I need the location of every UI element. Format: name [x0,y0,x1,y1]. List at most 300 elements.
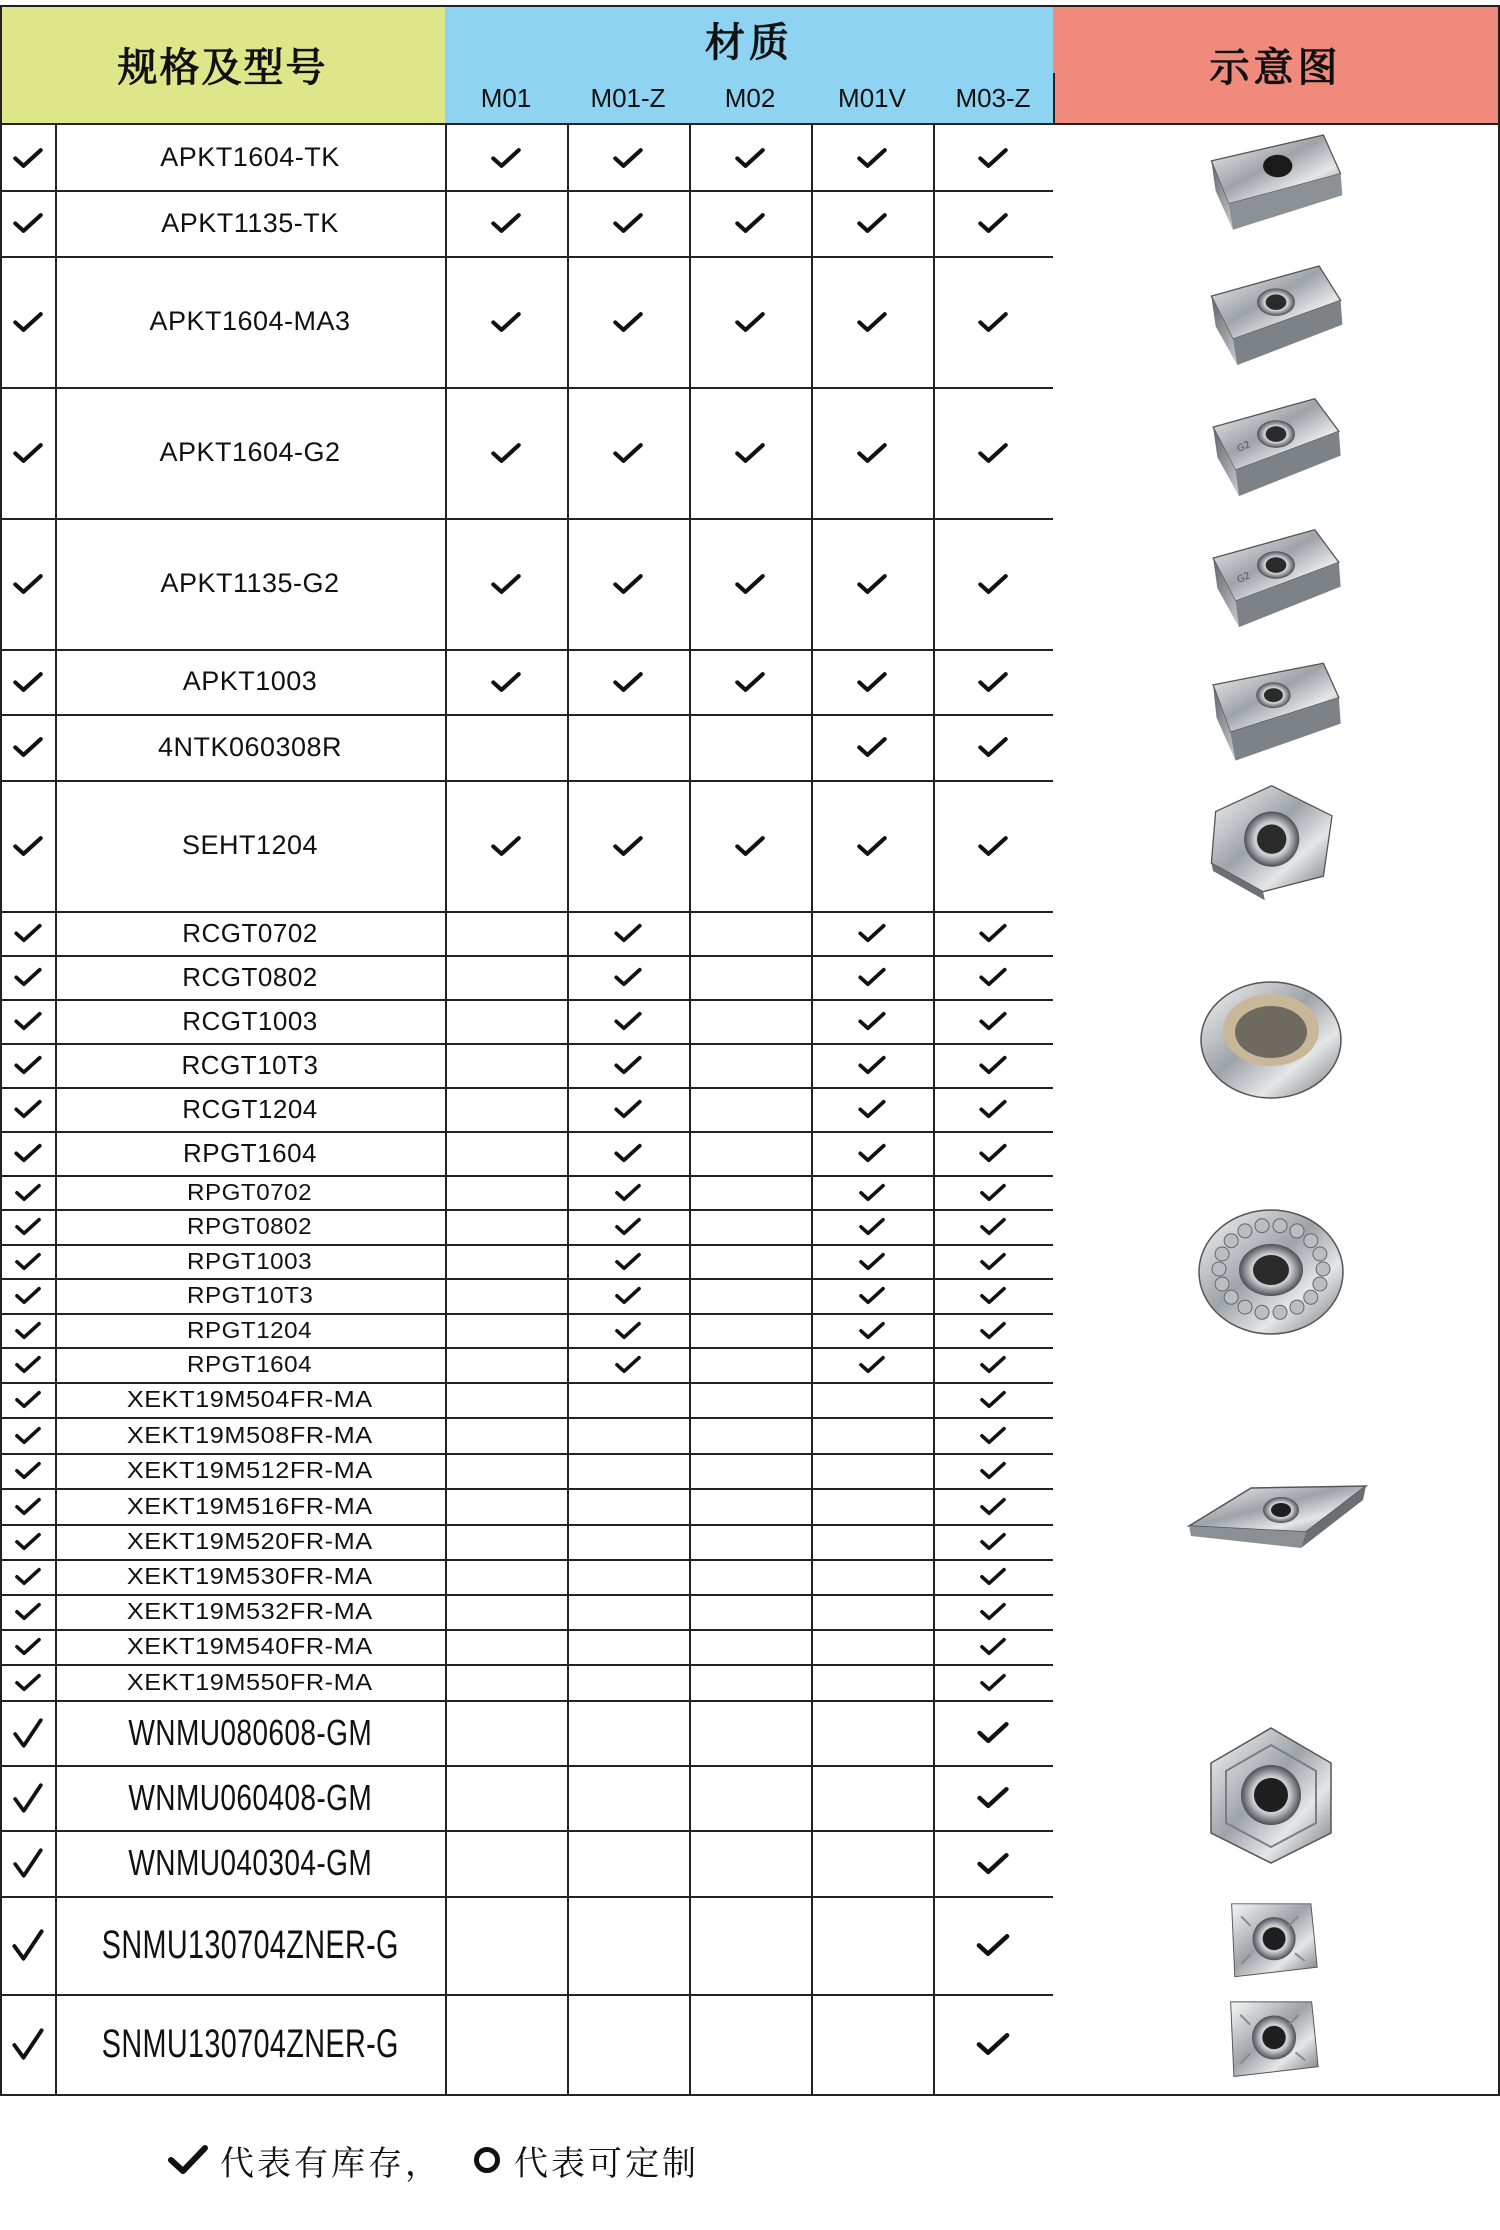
model-name: APKT1135-TK [161,207,339,238]
grade-stock-cell [445,125,569,192]
grade-stock-cell [567,714,691,782]
check-mark-icon [13,147,43,169]
row-stock-indicator [0,999,57,1045]
check-mark-icon [858,1099,886,1119]
model-name-cell [55,780,447,913]
grade-stock-cell [933,1382,1055,1419]
row-stock-indicator [0,1453,57,1490]
check-mark-icon [858,967,886,987]
grade-stock-cell [689,1087,813,1133]
grade-stock-cell [445,1559,569,1596]
check-mark-icon [979,1143,1007,1163]
grade-stock-cell [811,1278,935,1315]
grade-stock-cell [933,1594,1055,1631]
model-name-cell [55,1629,447,1666]
check-mark-icon [15,1637,41,1656]
model-name: RPGT1604 [182,1137,318,1168]
row-stock-indicator [0,1087,57,1133]
check-mark-icon [857,442,887,464]
grade-stock-cell [933,1830,1055,1898]
grade-stock-cell [811,190,935,258]
grade-stock-cell [445,518,569,651]
check-mark-icon [13,212,43,234]
grade-stock-cell [567,1278,691,1315]
check-mark-icon [859,1321,885,1340]
check-mark-icon [491,835,521,857]
check-mark-icon [14,1099,42,1119]
grade-stock-cell [445,387,569,520]
check-mark-icon [613,671,643,693]
row-stock-indicator [0,1524,57,1561]
row-stock-indicator [0,1347,57,1384]
model-name-cell [55,125,447,192]
model-name-cell [55,1830,447,1898]
model-name-cell [55,256,447,389]
check-mark-icon [15,1532,41,1551]
grade-stock-cell [445,1209,569,1246]
grade-stock-cell [689,518,813,651]
row-stock-indicator [0,1131,57,1177]
check-mark-icon [978,147,1008,169]
grade-stock-cell [689,999,813,1045]
check-mark-icon [857,311,887,333]
check-mark-icon [980,1602,1006,1621]
grade-stock-cell [811,1700,935,1767]
check-mark-icon [858,923,886,943]
grade-stock-cell [689,1313,813,1349]
check-mark-icon [980,1567,1006,1586]
check-mark-icon [979,923,1007,943]
grade-stock-cell [811,1347,935,1384]
check-mark-icon [857,147,887,169]
model-name-cell [55,1347,447,1384]
model-name: RCGT0802 [182,961,318,992]
model-name: APKT1604-G2 [159,437,341,467]
check-mark-icon [613,147,643,169]
grade-stock-cell [567,1559,691,1596]
ring-icon [472,2145,502,2175]
grade-stock-cell [567,1830,691,1898]
grade-stock-cell [933,1313,1055,1349]
grade-stock-cell [689,1209,813,1246]
model-name: RCGT1003 [182,1005,318,1036]
grade-stock-cell [445,1131,569,1177]
grade-stock-cell [567,1896,691,1996]
grade-stock-cell [811,1488,935,1526]
grade-stock-cell [933,1278,1055,1315]
check-mark-icon [614,1011,642,1031]
grade-stock-cell [811,1559,935,1596]
model-name-cell [55,1524,447,1561]
grade-stock-cell [445,1347,569,1384]
check-mark-icon [859,1183,885,1202]
check-mark-icon [979,1011,1007,1031]
check-mark-icon [859,1217,885,1236]
grade-stock-cell [445,1313,569,1349]
model-name-cell [55,1994,447,2096]
row-stock-indicator [0,1994,57,2096]
grade-stock-cell [811,999,935,1045]
check-mark-icon [15,1252,41,1271]
grade-stock-cell [933,1765,1055,1832]
check-mark-icon [15,1567,41,1586]
model-name-cell [55,1594,447,1631]
grade-stock-cell [445,1629,569,1666]
grade-stock-cell [689,1700,813,1767]
grade-stock-cell [689,1629,813,1666]
model-name-cell [55,911,447,957]
check-mark-icon [613,835,643,857]
spec-header-label: 规格及型号 [117,44,328,91]
grade-stock-cell [811,1382,935,1419]
check-mark-icon [15,1390,41,1409]
check-mark-icon [15,1461,41,1480]
check-mark-icon [11,2027,45,2061]
check-mark-icon [615,1183,641,1202]
grade-stock-cell [445,1594,569,1631]
grade-stock-cell [933,1524,1055,1561]
grade-stock-cell [689,1278,813,1315]
model-name-cell [55,1559,447,1596]
check-mark-icon [978,671,1008,693]
grade-stock-cell [811,1087,935,1133]
grade-stock-cell [689,190,813,258]
grade-stock-cell [811,256,935,389]
check-mark-icon [735,147,765,169]
model-name-cell [55,955,447,1001]
grade-stock-cell [445,1896,569,1996]
grade-stock-cell [445,1382,569,1419]
insert-diagram-cell [1053,1700,1500,1898]
row-stock-indicator [0,955,57,1001]
grade-stock-cell [689,256,813,389]
row-stock-indicator [0,1209,57,1246]
model-name-cell [55,1453,447,1490]
row-stock-indicator [0,387,57,520]
grade-stock-cell [567,1209,691,1246]
check-mark-icon [491,671,521,693]
grade-stock-cell [445,649,569,716]
grade-stock-cell [933,1244,1055,1280]
grade-stock-cell [689,1559,813,1596]
grade-stock-cell [933,911,1055,957]
check-mark-icon [491,573,521,595]
grade-stock-cell [689,780,813,913]
model-name-cell [55,714,447,782]
model-name-cell [55,1382,447,1419]
model-name: SNMU130704ZNER-G [101,2021,399,2066]
model-name: APKT1003 [182,666,318,696]
grade-stock-cell [933,518,1055,651]
material-header-label: 材质 [705,19,793,66]
check-mark-icon [491,442,521,464]
check-mark-icon [977,1852,1009,1875]
model-name: XEKT19M516FR-MA [127,1492,373,1519]
spec-header [0,5,447,125]
grade-stock-cell [811,911,935,957]
row-stock-indicator [0,518,57,651]
insert-diagram-cell [1053,387,1500,520]
grade-stock-cell [933,649,1055,716]
grade-stock-cell [567,1175,691,1211]
grade-stock-cell [933,1559,1055,1596]
model-name-cell [55,1765,447,1832]
check-mark-icon [859,1286,885,1305]
grade-stock-cell [933,1664,1055,1702]
grade-stock-cell [933,190,1055,258]
check-mark-icon [979,1099,1007,1119]
check-mark-icon [614,1099,642,1119]
check-mark-icon [12,1782,44,1814]
legend-custom-text: 代表可定制 [514,2143,699,2184]
row-stock-indicator [0,1043,57,1089]
check-mark-icon [614,923,642,943]
grade-header-m02: M02 [689,73,813,125]
grade-header-m01-z: M01-Z [567,73,691,125]
grade-stock-cell [445,1417,569,1455]
model-name: RPGT1003 [187,1247,313,1274]
model-name: XEKT19M508FR-MA [127,1421,373,1448]
grade-stock-cell [689,1664,813,1702]
check-mark-icon [615,1321,641,1340]
row-stock-indicator [0,1417,57,1455]
model-name: APKT1604-TK [160,142,340,172]
check-mark-icon [980,1390,1006,1409]
insert-diagram-cell [1053,911,1500,1177]
grade-stock-cell [445,1765,569,1832]
apkt1135-g2-insert [1194,519,1358,648]
check-mark-icon [491,147,521,169]
grade-stock-cell [933,1131,1055,1177]
check-mark-icon [613,311,643,333]
grade-stock-cell [811,1994,935,2096]
check-mark-icon [14,1055,42,1075]
row-stock-indicator [0,1382,57,1419]
grade-stock-cell [933,1175,1055,1211]
grade-stock-cell [567,1417,691,1455]
check-mark-icon [613,212,643,234]
check-mark-icon [980,1252,1006,1271]
check-mark-icon [614,1055,642,1075]
insert-diagram-cell [1053,780,1500,913]
grade-stock-cell [689,1765,813,1832]
model-name: XEKT19M550FR-MA [127,1668,373,1695]
apkt1003-insert [1194,650,1358,779]
grade-stock-cell [445,955,569,1001]
check-mark-icon [977,1786,1009,1809]
grade-stock-cell [567,1347,691,1384]
grade-stock-cell [689,649,813,716]
check-mark-icon [857,671,887,693]
row-stock-indicator [0,1488,57,1526]
model-name: RPGT0702 [187,1178,313,1205]
check-mark-icon [735,442,765,464]
model-name-cell [55,1244,447,1280]
check-mark-icon [14,967,42,987]
grade-stock-cell [811,1175,935,1211]
model-name: 4NTK060308R [157,731,343,762]
check-mark-icon [613,573,643,595]
model-name-cell [55,999,447,1045]
grade-stock-cell [445,1524,569,1561]
check-mark-icon [15,1321,41,1340]
grade-header-m03-z: M03-Z [933,73,1055,125]
model-name-cell [55,1313,447,1349]
check-mark-icon [859,1355,885,1374]
grade-stock-cell [445,1994,569,2096]
grade-stock-cell [567,518,691,651]
check-mark-icon [491,311,521,333]
grade-stock-cell [689,1994,813,2096]
model-name-cell [55,1131,447,1177]
grade-stock-cell [811,714,935,782]
insert-diagram-cell [1053,1382,1500,1702]
grade-stock-cell [689,1043,813,1089]
check-mark-icon [857,573,887,595]
check-mark-icon [978,212,1008,234]
check-mark-icon [13,671,43,693]
check-mark-icon [14,923,42,943]
check-mark-icon [13,311,43,333]
diagram-header [1053,5,1500,125]
check-mark-icon [978,573,1008,595]
row-stock-indicator [0,1594,57,1631]
model-name: APKT1135-G2 [160,568,340,598]
insert-diagram-cell [1053,649,1500,782]
check-mark-icon [15,1183,41,1202]
check-mark-icon [15,1217,41,1236]
grade-stock-cell [933,1629,1055,1666]
grade-stock-cell [445,190,569,258]
grade-stock-cell [689,1524,813,1561]
model-name-cell [55,1488,447,1526]
grade-stock-cell [811,387,935,520]
grade-stock-cell [811,125,935,192]
model-name-cell [55,1087,447,1133]
grade-stock-cell [567,125,691,192]
grade-stock-cell [567,999,691,1045]
grade-stock-cell [689,1417,813,1455]
grade-stock-cell [445,999,569,1045]
grade-stock-cell [933,256,1055,389]
grade-stock-cell [933,125,1055,192]
grade-stock-cell [567,1664,691,1702]
check-mark-icon [614,967,642,987]
grade-stock-cell [811,1313,935,1349]
check-mark-icon [13,573,43,595]
grade-stock-cell [445,1700,569,1767]
xekt-rhombic-insert [1181,1466,1371,1616]
grade-stock-cell [445,1087,569,1133]
model-name-cell [55,1664,447,1702]
model-name: WNMU060408-GM [128,1776,372,1818]
grade-stock-cell [811,1830,935,1898]
insert-diagram-cell [1053,518,1500,651]
check-mark-icon [858,1055,886,1075]
round-serrated-rpgt-insert [1181,1204,1371,1354]
grade-stock-cell [811,780,935,913]
grade-stock-cell [567,1629,691,1666]
model-name: XEKT19M520FR-MA [127,1528,373,1554]
legend-stock-text: 代表有库存， [220,2143,442,2184]
grade-stock-cell [689,1244,813,1280]
grade-stock-cell [811,955,935,1001]
check-mark-icon [976,1933,1010,1957]
check-mark-icon [980,1461,1006,1480]
row-stock-indicator [0,780,57,913]
grade-stock-cell [567,1313,691,1349]
model-name: XEKT19M540FR-MA [127,1633,373,1659]
model-name: XEKT19M532FR-MA [127,1598,373,1624]
grade-stock-cell [567,1453,691,1490]
check-mark-icon [977,1721,1009,1744]
wnmu-trigon-insert [1181,1723,1371,1873]
model-name: SEHT1204 [181,830,319,860]
insert-diagram-cell [1053,125,1500,258]
check-mark-icon [978,311,1008,333]
check-mark-icon [980,1426,1006,1445]
check-mark-icon [976,2032,1010,2056]
model-name: XEKT19M530FR-MA [127,1563,373,1589]
model-name: RPGT1604 [187,1351,313,1377]
check-mark-icon [13,736,43,758]
grade-stock-cell [445,714,569,782]
check-mark-icon [15,1286,41,1305]
grade-stock-cell [445,780,569,913]
check-mark-icon [980,1217,1006,1236]
grade-stock-cell [689,1131,813,1177]
grade-stock-cell [811,1131,935,1177]
model-name: RPGT10T3 [186,1282,314,1308]
row-stock-indicator [0,649,57,716]
grade-stock-cell [811,1244,935,1280]
grade-stock-cell [811,1664,935,1702]
row-stock-indicator [0,911,57,957]
grade-stock-cell [567,1994,691,2096]
check-mark-icon [614,1143,642,1163]
grade-stock-cell [933,999,1055,1045]
grade-stock-cell [445,256,569,389]
check-mark-icon [857,212,887,234]
grade-stock-cell [811,1417,935,1455]
grade-stock-cell [811,1896,935,1996]
grade-stock-cell [933,1453,1055,1490]
grade-stock-cell [933,714,1055,782]
check-mark-icon [980,1637,1006,1656]
model-name-cell [55,1896,447,1996]
grade-stock-cell [567,1594,691,1631]
grade-stock-cell [933,1087,1055,1133]
row-stock-indicator [0,1278,57,1315]
model-name-cell [55,649,447,716]
model-name-cell [55,190,447,258]
check-mark-icon [615,1286,641,1305]
grade-stock-cell [811,1043,935,1089]
grade-stock-cell [811,1765,935,1832]
row-stock-indicator [0,1559,57,1596]
grade-stock-cell [933,1896,1055,1996]
check-mark-icon [978,835,1008,857]
row-stock-indicator [0,1244,57,1280]
insert-diagram-cell [1053,256,1500,389]
grade-stock-cell [567,387,691,520]
diagram-header-label: 示意图 [1209,44,1342,91]
grade-stock-cell [811,1594,935,1631]
check-mark-icon [980,1673,1006,1692]
check-mark-icon [12,1717,44,1749]
check-mark-icon [15,1673,41,1692]
grade-stock-cell [933,1347,1055,1384]
